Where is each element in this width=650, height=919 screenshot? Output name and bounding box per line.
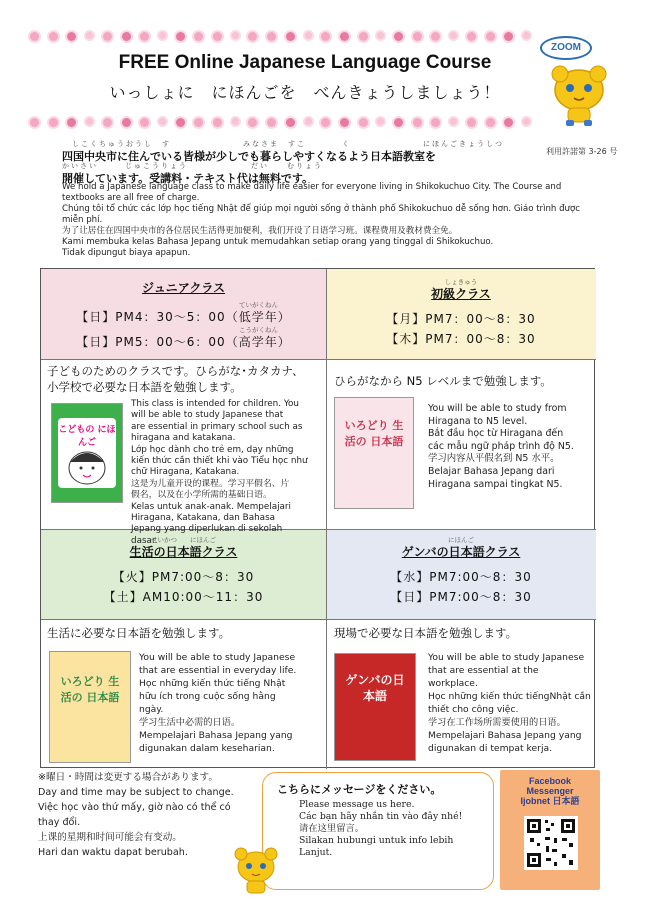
junior-time-2: 【日】PM5：00～6：00（高学年） [76,335,291,349]
life-class-header [41,535,326,605]
genba-tagline: 現場で必要な日本語を勉強します。 [334,626,518,640]
intro-ruby-2: かいさい じゅこうりょう だい むりょう [62,162,323,170]
junior-desc-line: Kelas untuk anak-anak. Mempelajari [131,501,291,512]
facebook-label [500,776,600,806]
message-line: Silakan hubungi untuk info lebih [299,835,454,846]
junior-desc-line: Hiragana, Katakana, dan Bahasa [131,513,276,524]
beginner-class-header [326,277,596,347]
grid-divider-3 [41,619,596,620]
facebook-line-3: Ijobnet 日本語 [520,796,580,806]
junior-desc-line: This class is intended for children. You [131,399,300,409]
life-description [139,651,323,755]
beginner-textbook-image [334,397,414,509]
intro-ruby: しこくちゅうおうし す みなさま すこ く にほんごきょうしつ [72,140,504,148]
life-desc-line: that are essential in everyday life. [139,665,297,676]
intro-translations [62,182,602,259]
beginner-desc-line: 学习内容从平假名到 N5 水平。 [428,453,560,465]
genba-class-header [326,535,596,605]
intro-jp-line1: 四国中央市に住んでいる皆様が少しでも暮らしやすくなるよう日本語教室を [62,150,436,163]
life-desc-line: You will be able to study Japanese [139,652,296,663]
intro-jp-line2: 開催しています。受講料・テキスト代は無料です。 [62,172,314,185]
notice-zh: 上课的星期和时间可能会有变动。 [38,832,182,843]
beginner-desc-line: Bắt đầu học từ Hiragana đến [428,428,564,440]
beginner-class-title: 初級クラス [431,287,491,301]
genba-book-title: ゲンバの日本語 [345,673,405,703]
facebook-line-1: Facebook [528,776,571,786]
genba-desc-line: Học những kiến thức tiếngNhật cần [428,691,591,702]
junior-ruby-1: ていがくねん [239,301,278,309]
permit-number: 利用許諾第 3-26 号 [546,147,618,156]
page-subtitle: いっしょに にほんごを べんきょうしましょう！ [109,83,501,102]
beginner-desc-line: Belajar Bahasa Jepang dari [428,465,555,477]
genba-desc-line: You will be able to study Japanese [428,652,585,663]
life-time-1: 【火】PM7:00～8：30 [112,570,255,584]
beginner-book-title: いろどり 生活の 日本語 [344,419,404,448]
class-grid [40,268,595,768]
genba-time-1: 【水】PM7:00～8：30 [390,570,532,584]
page-title: FREE Online Japanese Language Course [118,52,492,73]
message-line: Các bạn hãy nhắn tin vào đây nhé! [299,811,463,822]
life-desc-line: hữu ích trong cuộc sống hằng [139,691,276,702]
beginner-time-2: 【木】PM7：00～8：30 [386,332,536,346]
junior-desc-line: are essential in primary school such as [131,421,303,432]
beginner-description [428,403,593,491]
intro-vi: Chúng tôi tổ chức các lớp học tiếng Nhật để giúp mọi người sống ở thành phố Shikokuchuo dễ sống hơn. Giáo trình được miễn phí. [62,204,580,225]
beginner-tagline: ひらがなから N5 レベルまで勉強します。 [334,374,552,388]
notice-vi-2: thay đổi. [38,817,81,828]
junior-desc-line: chữ Hiragana, Katakana. [131,467,240,478]
life-time-2: 【土】AM10:00～11：30 [103,590,264,604]
message-title: こちらにメッセージをください。 [277,783,442,796]
life-ruby: せいかつ にほんご [151,536,216,544]
flower-border-bottom [30,116,530,130]
life-desc-line: Mempelajari Bahasa Jepang yang [139,730,293,741]
junior-book-title: こどもの にほんご [58,425,116,448]
message-lines [299,799,462,859]
life-desc-line: 学习生活中必需的日语。 [139,717,241,728]
beginner-desc-line: Hiragana to N5 level. [428,415,528,427]
genba-class-title: ゲンバの日本語クラス [401,545,521,559]
intro-zh: 为了让居住在四国中央市的各位居民生活得更加便利，我们开设了日语学习班。课程费用及教材费全免。 [62,226,458,236]
notice-jp: ※曜日・時間は変更する場合があります。 [38,772,218,783]
zoom-badge: ZOOM [540,36,592,60]
life-desc-line: digunakan dalam keseharian. [139,743,275,754]
beginner-ruby: しょきゅう [444,278,478,286]
flower-border-top [30,30,530,44]
life-class-title: 生活の日本語クラス [129,545,238,559]
junior-desc-line: 这是为儿童开设的课程。学习平假名、片 [131,478,290,489]
beginner-desc-line: các mẫu ngữ pháp trình độ N5. [428,440,574,452]
genba-textbook-image [334,653,416,761]
junior-tagline-1: 子どものためのクラスです。ひらがな･カタカナ、 [47,364,304,378]
beginner-desc-line: You will be able to study from [428,403,567,414]
life-desc-line: Học những kiến thức tiếng Nhật [139,678,286,689]
mascot-image [548,62,610,128]
life-book-title: いろどり 生活の 日本語 [60,675,120,704]
junior-time-1: 【日】PM4：30～5：00（低学年） [76,310,291,324]
junior-textbook-image [51,403,123,503]
beginner-time-1: 【月】PM7：00～8：30 [386,312,536,326]
genba-time-2: 【日】PM7:00～8：30 [390,590,532,604]
intro-id-1: Kami membuka kelas Bahasa Jepang untuk memudahkan setiap orang yang tinggal di Shikokuchuo. [62,237,494,247]
junior-class-title: ジュニアクラス [141,281,226,295]
junior-desc-line: kiến thức cần thiết khi vào Tiểu học như [131,456,308,467]
genba-ruby: にほんご [448,536,474,544]
junior-desc-line: dasar. [131,535,158,546]
mascot-small-image [232,845,280,897]
junior-desc-line: Jepang yang diperlukan di sekolah [131,524,283,535]
message-box [262,772,494,890]
junior-desc-line: Lớp học dành cho trẻ em, dạy những [131,444,294,455]
junior-tagline-2: 小学校で必要な日本語を勉強します。 [47,380,242,394]
message-line: Please message us here. [299,799,415,810]
junior-description [131,399,323,547]
child-face-icon [58,446,116,486]
genba-desc-line: thiết cho công việc. [428,704,519,715]
life-tagline: 生活に必要な日本語を勉強します。 [47,626,231,640]
genba-description [428,651,593,755]
facebook-line-2: Messenger [526,786,574,796]
notice-vi-1: Việc học vào thứ mấy, giờ nào có thể có [38,802,231,813]
genba-desc-line: that are essential at the [428,665,539,676]
facebook-messenger-box[interactable] [500,770,600,890]
junior-book-cover [58,418,116,488]
genba-desc-line: workplace. [428,678,478,689]
junior-desc-line: 假名，以及在小学所需的基础日语。 [131,490,272,501]
junior-desc-line: will be able to study Japanese that [131,410,284,421]
life-textbook-image [49,651,131,763]
grid-divider-1 [41,359,596,360]
message-line: Lanjut. [299,847,333,858]
genba-desc-line: digunakan di tempat kerja. [428,743,553,754]
junior-desc-line: hiragana and katakana. [131,433,236,444]
message-line: 请在这里留言。 [299,823,365,834]
genba-desc-line: Mempelajari Bahasa Jepang yang [428,730,582,741]
life-desc-line: ngày. [139,704,164,715]
qr-code-icon[interactable] [524,816,578,870]
junior-class-header [41,279,326,350]
notice-en: Day and time may be subject to change. [38,787,234,798]
junior-ruby-2: こうがくねん [239,326,278,334]
beginner-desc-line: Hiragana sampai tingkat N5. [428,478,563,490]
intro-en: We hold a Japanese language class to make daily life easier for everyone living in Shikokuchuo City. The Course and textbooks are all free of charge. [62,182,562,203]
notice-id: Hari dan waktu dapat berubah. [38,847,188,858]
intro-id-2: Tidak dipungut biaya apapun. [62,248,191,258]
genba-desc-line: 学习在工作场所需要使用的日语。 [428,717,566,728]
